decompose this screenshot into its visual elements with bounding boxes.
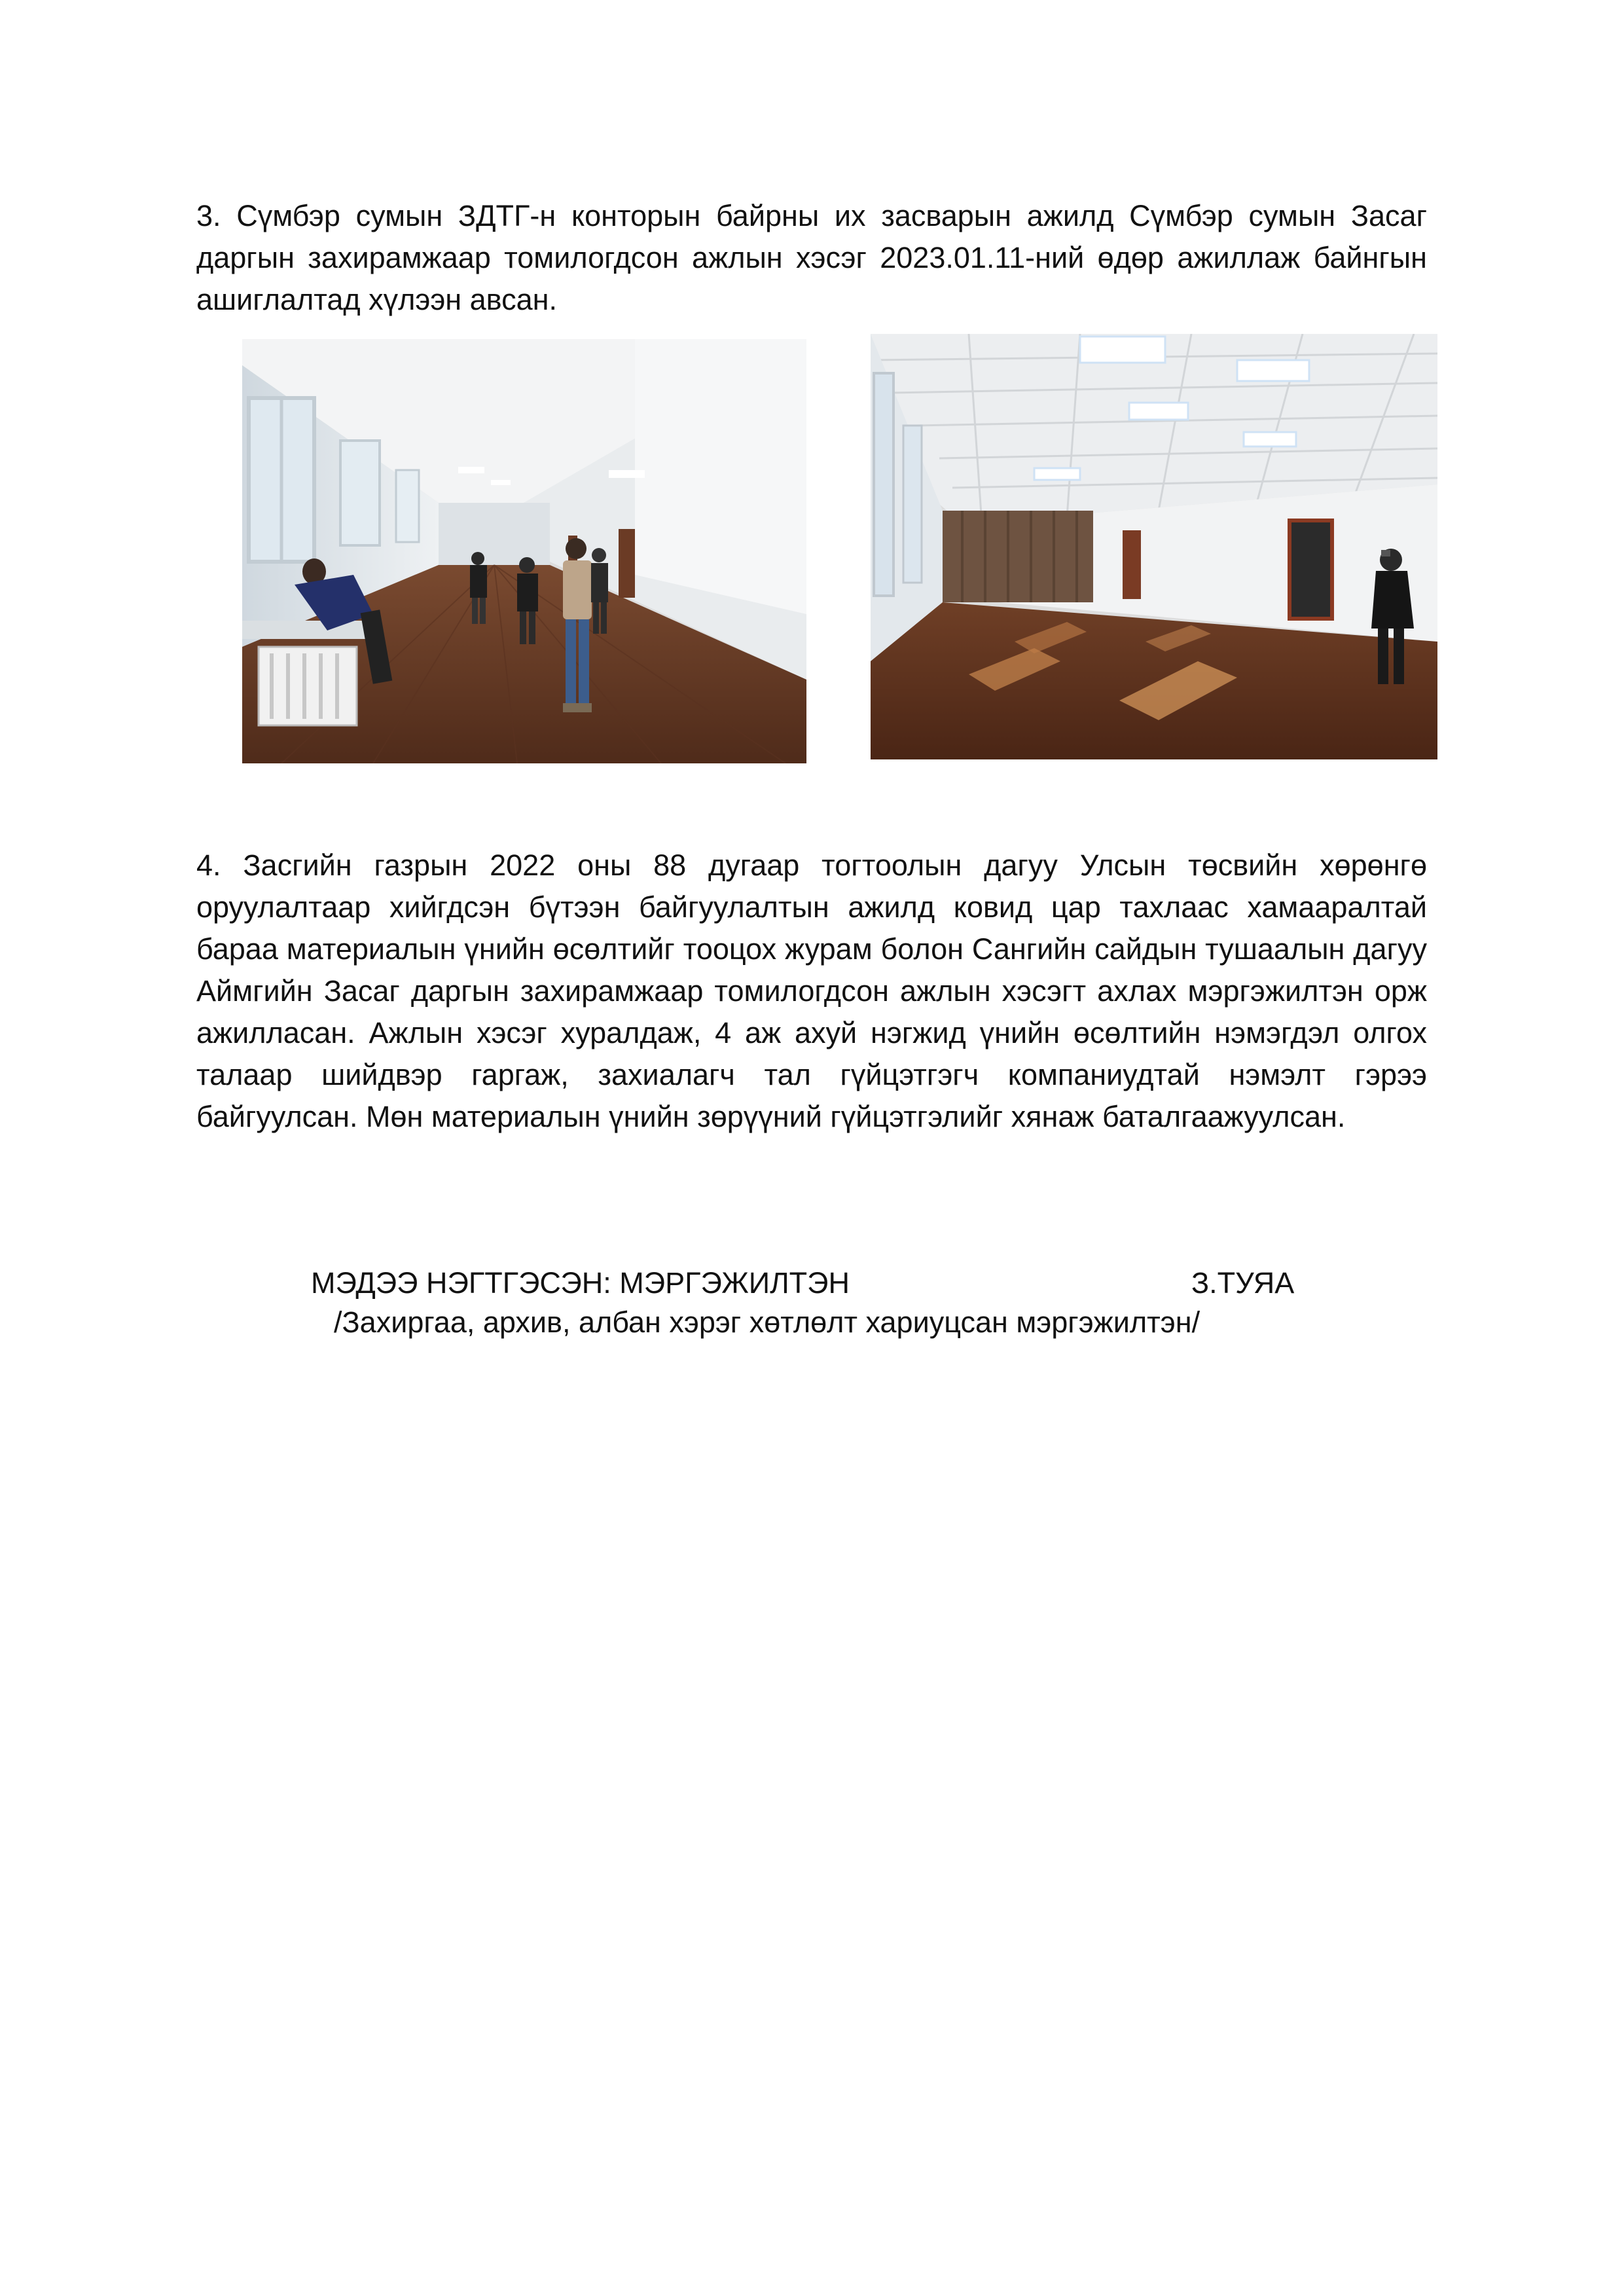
signature-name: З.ТУЯА [1191, 1266, 1295, 1300]
corridor-photo [242, 339, 806, 763]
paragraph-3: 3. Сүмбэр сумын ЗДТГ-н конторын байрны их засварын ажилд Сүмбэр сумын Засаг даргын захирамжаар томилогдсон ажлын хэсэг 2023.01.11-ний өдөр ажиллаж байнгын ашиглалтад хүлээн авсан. [196, 199, 1427, 316]
paragraph-4: 4. Засгийн газрын 2022 оны 88 дугаар тогтоолын дагуу Улсын төсвийн хөрөнгө оруулалтаар хийгдсэн бүтээн байгуулалтын ажилд ковид цар тахлаас хамааралтай бараа материалын үнийн өсөлтийг тооцох журам болон Сангийн сайдын тушаалын дагуу Аймгийн Засаг даргын захирамжаар томилогдсон ажлын хэсэгт ахлах мэргэжилтэн орж ажилласан. Ажлын хэсэг хуралдаж, 4 аж ахуй нэгжид үнийн өсөлтийн нэмэгдэл олгох талаар шийдвэр гаргаж, захиалагч тал гүйцэтгэгч компаниудтай нэмэлт гэрээ байгуулсан. Мөн материалын үнийн зөрүүний гүйцэтгэлийг хянаж баталгаажуулсан. [196, 848, 1427, 1133]
hall-photo [871, 334, 1437, 759]
signature-label: МЭДЭЭ НЭГТГЭСЭН: МЭРГЭЖИЛТЭН [311, 1266, 850, 1300]
signature-role: /Захиргаа, архив, албан хэрэг хөтлөлт хариуцсан мэргэжилтэн/ [334, 1305, 1200, 1339]
